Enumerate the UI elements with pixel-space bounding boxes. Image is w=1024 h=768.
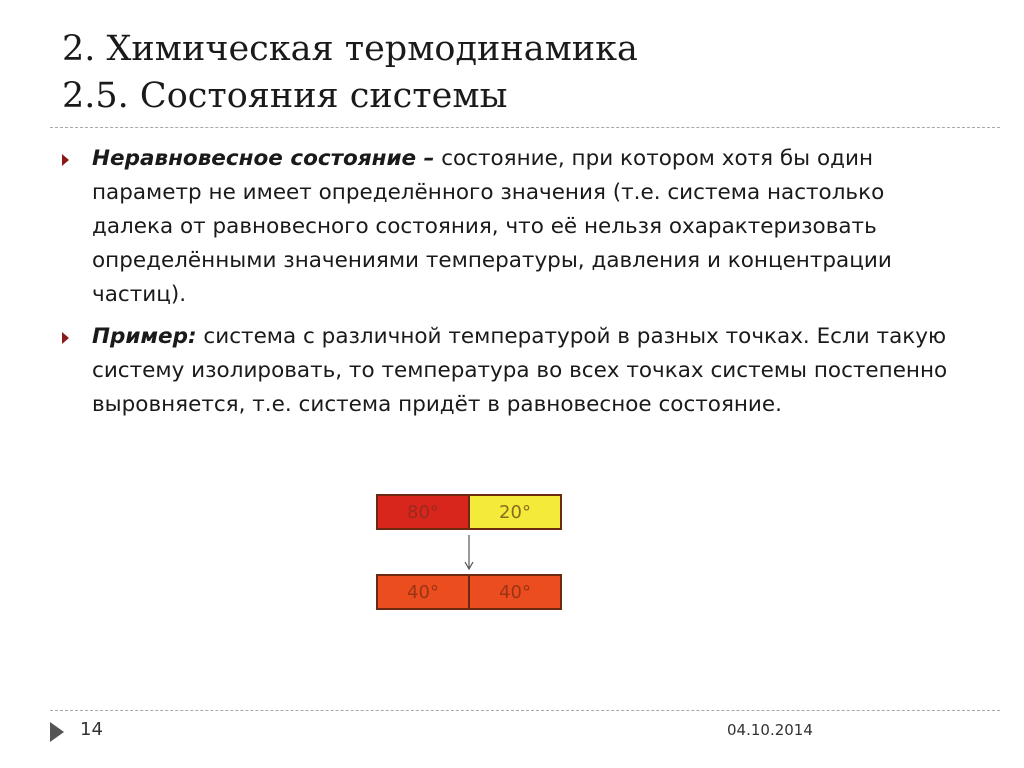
segment-equal-right: 40°	[468, 576, 560, 608]
bar-after	[376, 574, 562, 610]
bullet-term: Пример:	[92, 324, 197, 349]
title-line-1: 2. Химическая термодинамика	[62, 29, 638, 69]
segment-equal-left: 40°	[378, 576, 468, 608]
segment-hot: 80°	[378, 496, 468, 528]
footer-divider	[50, 710, 1000, 711]
temperature-figure	[376, 494, 562, 614]
slide-title	[62, 26, 638, 120]
bullet-item	[62, 142, 962, 312]
title-line-2: 2.5. Состояния системы	[62, 76, 508, 116]
arrow-down-icon	[462, 534, 476, 572]
bullet-list	[62, 142, 962, 430]
bullet-arrow-icon	[62, 154, 69, 166]
bar-before	[376, 494, 562, 530]
title-divider	[50, 127, 1000, 128]
bullet-text: система с различной температурой в разных точках. Если такую систему изолировать, то температура во всех точках системы постепенно выровняется, т.е. система придёт в равновесное состояние.	[92, 324, 948, 417]
bullet-term: Неравновесное состояние –	[92, 146, 435, 171]
bullet-text: состояние, при котором хотя бы один параметр не имеет определённого значения (т.е. система настолько далека от равновесного состояния, что её нельзя охарактеризовать определёнными значениями температуры, давления и концентрации частиц).	[92, 146, 892, 307]
triangle-right-icon	[50, 722, 64, 742]
bullet-arrow-icon	[62, 332, 69, 344]
slide-date: 04.10.2014	[727, 721, 813, 739]
slide-number: 14	[80, 719, 103, 740]
segment-cold: 20°	[468, 496, 560, 528]
bullet-item	[62, 320, 962, 422]
